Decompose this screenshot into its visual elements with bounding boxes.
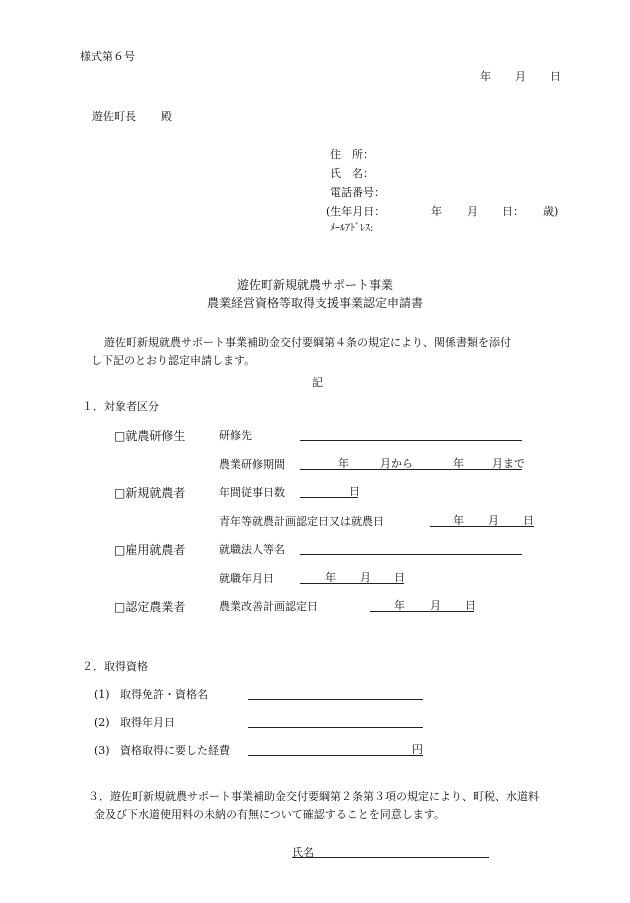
section1-heading: １．対象者区分 — [82, 400, 159, 413]
improvement-month: 月 — [430, 599, 441, 612]
trainee-checkbox[interactable]: □就農研修生 — [114, 429, 186, 443]
employer-label: 就職法人等名 — [219, 543, 285, 556]
date-day: 日 — [550, 70, 561, 83]
qual-date-line[interactable] — [248, 727, 423, 728]
qual-name-label: 取得免許・資格名 — [120, 688, 208, 701]
annual-days-label: 年間従事日数 — [219, 486, 285, 499]
qual-name-line[interactable] — [248, 699, 423, 700]
new-farmer-checkbox[interactable]: □新規就農者 — [114, 486, 186, 500]
birth-year: 年 — [431, 205, 442, 218]
training-to-month: 月まで — [492, 457, 525, 470]
training-site-line[interactable] — [300, 440, 522, 441]
employment-month: 月 — [360, 571, 371, 584]
date-year: 年 — [480, 70, 491, 83]
title-line2: 農業経営資格等取得支援事業認定申請書 — [206, 296, 423, 310]
qual-date-label: 取得年月日 — [120, 716, 175, 729]
plan-cert-line[interactable] — [430, 526, 534, 527]
plan-cert-label: 青年等就農計画認定日又は就農日 — [219, 515, 384, 528]
training-from-year: 年 — [338, 457, 349, 470]
employment-year: 年 — [325, 571, 336, 584]
phone-label: 電話番号： — [330, 186, 385, 199]
section3-line2: 金及び下水道使用料の未納の有無について確認することを同意します。 — [94, 808, 445, 821]
improvement-plan-line[interactable] — [370, 611, 474, 612]
email-label: ﾒｰﾙｱﾄﾞﾚｽ: — [330, 223, 374, 234]
certified-checkbox[interactable]: □認定農業者 — [114, 600, 186, 614]
addressee-honorific: 殿 — [161, 110, 172, 123]
signature-line[interactable] — [292, 857, 489, 858]
intro-line1: 遊佐町新規就農サポート事業補助金交付要綱第４条の規定により、関係書類を添付 — [104, 336, 511, 349]
birth-label: (生年月日： — [326, 205, 386, 218]
improvement-year: 年 — [394, 599, 405, 612]
improvement-plan-label: 農業改善計画認定日 — [219, 600, 318, 613]
ki-label: 記 — [312, 376, 323, 389]
employment-date-label: 就職年月日 — [219, 572, 274, 585]
employed-checkbox[interactable]: □雇用就農者 — [114, 543, 186, 557]
qual-cost-line[interactable] — [248, 755, 423, 756]
improvement-day: 日 — [465, 599, 476, 612]
qual-cost-unit: 円 — [412, 743, 423, 756]
birth-day: 日： — [502, 205, 524, 218]
training-to-year: 年 — [453, 457, 464, 470]
training-period-label: 農業研修期間 — [219, 458, 285, 471]
training-from-month: 月から — [380, 457, 413, 470]
form-number: 様式第６号 — [80, 50, 135, 63]
signature-label: 氏名 — [292, 846, 314, 859]
annual-days-unit: 日 — [349, 485, 360, 498]
plan-cert-month: 月 — [488, 514, 499, 527]
section3-line1: ３．遊佐町新規就農サポート事業補助金交付要綱第２条第３項の規定により、町税、水道料 — [88, 790, 539, 803]
addressee-name: 遊佐町長 — [92, 110, 136, 123]
intro-line2: し下記のとおり認定申請します。 — [91, 354, 256, 367]
date-month: 月 — [515, 70, 526, 83]
name-label: 氏 名： — [330, 167, 374, 180]
birth-month: 月 — [467, 205, 478, 218]
qual-num-1: (1) — [94, 688, 110, 701]
address-label: 住 所： — [330, 148, 374, 161]
qual-num-2: (2) — [94, 716, 110, 729]
section2-heading: ２．取得資格 — [82, 660, 148, 673]
employment-date-line[interactable] — [300, 583, 404, 584]
employment-day: 日 — [394, 571, 405, 584]
title-line1: 遊佐町新規就農サポート事業 — [236, 278, 393, 292]
plan-cert-year: 年 — [453, 514, 464, 527]
employer-line[interactable] — [300, 554, 522, 555]
training-site-label: 研修先 — [219, 429, 252, 442]
birth-age: 歳) — [543, 205, 559, 218]
qual-num-3: (3) — [94, 744, 110, 757]
qual-cost-label: 資格取得に要した経費 — [120, 744, 230, 757]
plan-cert-day: 日 — [523, 514, 534, 527]
